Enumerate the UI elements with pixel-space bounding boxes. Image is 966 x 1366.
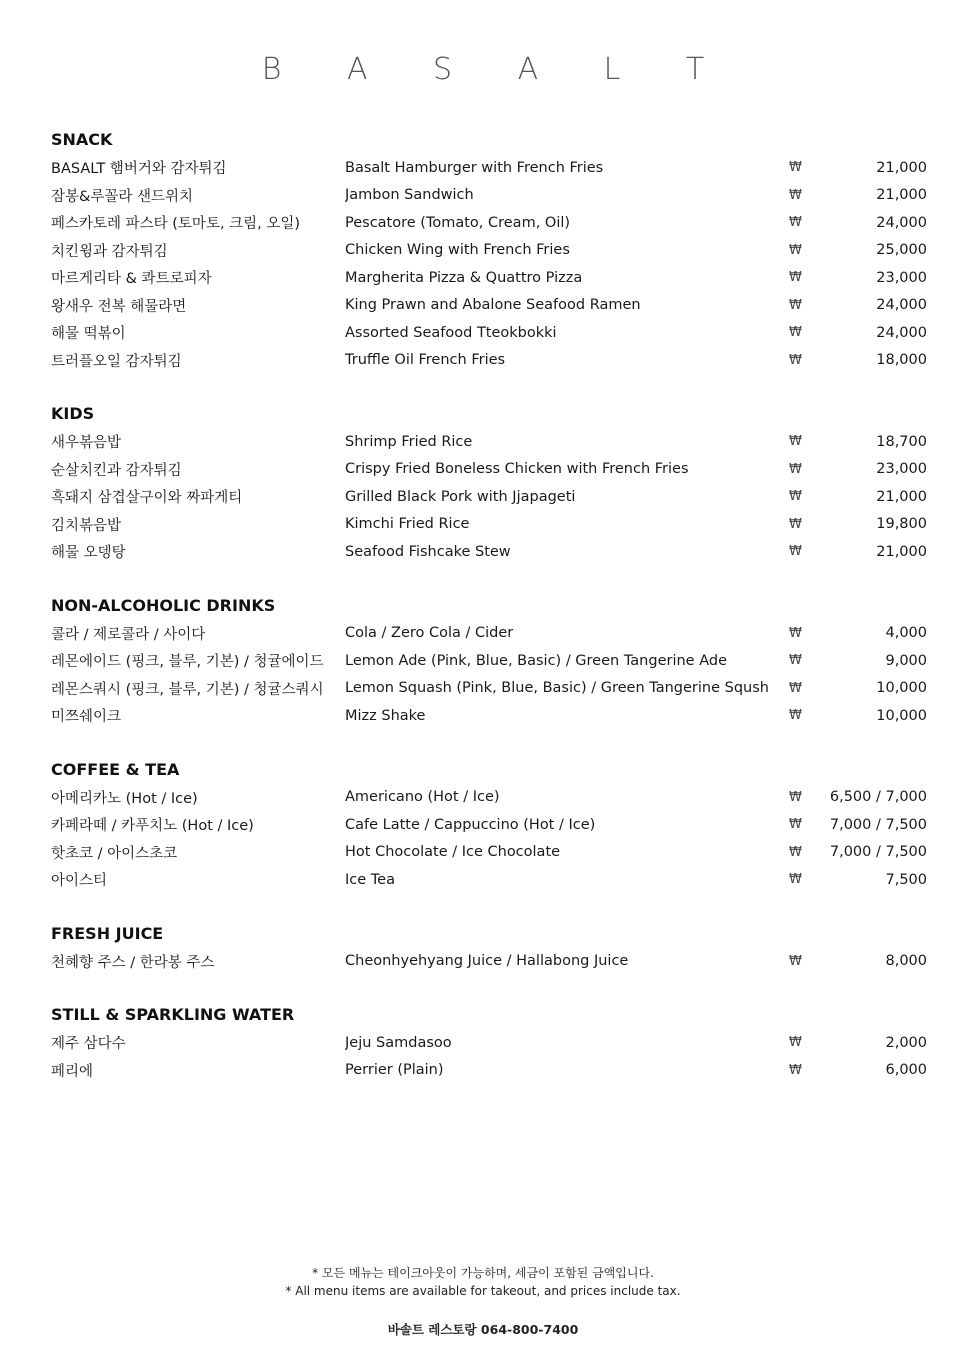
item-name-en: Perrier (Plain) [345,1062,444,1079]
menu-item [51,347,927,375]
item-name-ko: 해물 오뎅탕 [51,545,126,562]
currency-symbol: ₩ [789,352,802,368]
item-name-ko: 아이스티 [51,873,108,890]
item-name-ko: 미쯔쉐이크 [51,709,122,726]
item-name-en: Lemon Ade (Pink, Blue, Basic) / Green Tangerine Ade [345,652,727,669]
item-name-en: Ice Tea [345,871,395,888]
menu-item [51,264,927,292]
item-name-en: Truffle Oil French Fries [345,352,506,369]
currency-symbol: ₩ [789,434,802,450]
menu-item [51,948,927,976]
menu-item [51,209,927,237]
menu-item [51,839,927,867]
brand-logo: B A S A L T [261,52,733,87]
currency-symbol: ₩ [789,242,802,258]
menu-item [51,237,927,265]
item-name-en: Cafe Latte / Cappuccino (Hot / Ice) [345,816,596,833]
menu-item [51,456,927,484]
restaurant-contact: 바솔트 레스토랑 064-800-7400 [387,1322,579,1337]
item-name-ko: 왕새우 전복 해물라면 [51,298,187,315]
item-price: 7,000 / 7,500 [829,844,927,861]
item-name-en: Grilled Black Pork with Jjapageti [345,488,576,505]
menu-item [51,784,927,812]
currency-symbol: ₩ [789,215,802,231]
currency-symbol: ₩ [789,817,802,833]
item-name-en: Jambon Sandwich [345,187,474,204]
item-name-ko: 페스카토레 파스타 (토마토, 크림, 오일) [51,216,301,233]
item-name-ko: 해물 떡볶이 [51,326,126,343]
currency-symbol: ₩ [789,187,802,203]
menu-section [51,126,927,374]
item-price: 19,800 [876,516,927,533]
item-name-en: Chicken Wing with French Fries [345,242,570,259]
currency-symbol: ₩ [789,872,802,888]
section-title: KIDS [51,404,95,423]
menu-item [51,675,927,703]
item-price: 24,000 [876,324,927,341]
item-price: 4,000 [885,625,927,642]
item-name-ko: 아메리카노 (Hot / Ice) [51,790,198,807]
menu-item [51,428,927,456]
currency-symbol: ₩ [789,160,802,176]
menu-item [51,1029,927,1057]
item-name-ko: 트러플오일 감자튀김 [51,353,182,370]
currency-symbol: ₩ [789,789,802,805]
menu-item [51,182,927,210]
menu-section [51,592,927,730]
currency-symbol: ₩ [789,653,802,669]
menu-item [51,292,927,320]
item-price: 6,500 / 7,000 [829,789,927,806]
currency-symbol: ₩ [789,1035,802,1051]
item-name-en: Kimchi Fried Rice [345,516,470,533]
currency-symbol: ₩ [789,489,802,505]
currency-symbol: ₩ [789,625,802,641]
item-price: 23,000 [876,269,927,286]
item-price: 21,000 [876,488,927,505]
menu-item [51,620,927,648]
takeout-note-ko: * 모든 메뉴는 테이크아웃이 가능하며, 세금이 포함된 금액입니다. [312,1266,654,1280]
item-name-en: Assorted Seafood Tteokbokki [345,324,557,341]
item-name-ko: 레몬스쿼시 (핑크, 블루, 기본) / 청귤스쿼시 [51,681,324,698]
item-price: 6,000 [885,1062,927,1079]
item-price: 10,000 [876,680,927,697]
takeout-note-en: * All menu items are available for takeout, and prices include tax. [285,1284,681,1298]
menu-item [51,154,927,182]
currency-symbol: ₩ [789,516,802,532]
currency-symbol: ₩ [789,297,802,313]
menu-section [51,920,927,976]
menu-list [51,126,927,1110]
item-name-en: King Prawn and Abalone Seafood Ramen [345,297,641,314]
item-name-en: Margherita Pizza & Quattro Pizza [345,269,583,286]
item-name-ko: 순살치킨과 감자튀김 [51,462,182,479]
item-name-ko: 페리에 [51,1063,94,1080]
currency-symbol: ₩ [789,844,802,860]
item-name-ko: 핫초코 / 아이스초코 [51,845,178,862]
item-name-ko: 카페라떼 / 카푸치노 (Hot / Ice) [51,818,254,835]
menu-section [51,1001,927,1084]
menu-item [51,647,927,675]
item-name-ko: 마르게리타 & 콰트로피자 [51,271,212,288]
section-title: NON-ALCOHOLIC DRINKS [51,595,276,615]
item-name-en: Americano (Hot / Ice) [345,789,500,806]
menu-item [51,866,927,894]
item-name-ko: BASALT 햄버거와 감자튀김 [51,161,227,178]
currency-symbol: ₩ [789,325,802,341]
item-price: 9,000 [885,652,927,669]
item-price: 10,000 [876,707,927,724]
currency-symbol: ₩ [789,708,802,724]
menu-item [51,1057,927,1085]
menu-item [51,483,927,511]
item-name-en: Hot Chocolate / Ice Chocolate [345,844,561,861]
item-price: 24,000 [876,297,927,314]
item-price: 24,000 [876,214,927,231]
item-name-en: Cheonhyehyang Juice / Hallabong Juice [345,953,629,970]
currency-symbol: ₩ [789,953,802,969]
currency-symbol: ₩ [789,270,802,286]
item-name-ko: 잠봉&루꼴라 샌드위치 [51,188,193,205]
item-name-en: Seafood Fishcake Stew [345,543,511,560]
currency-symbol: ₩ [789,461,802,477]
currency-symbol: ₩ [789,1062,802,1078]
currency-symbol: ₩ [789,544,802,560]
menu-section [51,400,927,566]
item-name-en: Mizz Shake [345,707,426,724]
menu-item [51,702,927,730]
menu-item [51,511,927,539]
item-name-ko: 콜라 / 제로콜라 / 사이다 [51,626,206,643]
menu-item [51,811,927,839]
item-name-ko: 흑돼지 삼겹살구이와 짜파게티 [51,490,243,507]
item-name-ko: 새우볶음밥 [51,435,122,452]
item-name-en: Lemon Squash (Pink, Blue, Basic) / Green Tangerine Sqush [345,680,769,697]
item-name-en: Crispy Fried Boneless Chicken with French Fries [345,461,689,478]
item-price: 18,700 [876,433,927,450]
item-price: 23,000 [876,461,927,478]
item-price: 18,000 [876,352,927,369]
item-name-ko: 김치볶음밥 [51,517,122,534]
item-price: 25,000 [876,242,927,259]
menu-item [51,319,927,347]
item-name-ko: 레몬에이드 (핑크, 블루, 기본) / 청귤에이드 [51,654,324,671]
item-price: 8,000 [885,953,927,970]
item-price: 21,000 [876,543,927,560]
item-name-en: Shrimp Fried Rice [345,433,473,450]
item-name-ko: 치킨윙과 감자튀김 [51,243,168,260]
item-name-ko: 천혜향 주스 / 한라봉 주스 [51,954,215,971]
item-name-ko: 제주 삼다수 [51,1036,126,1053]
currency-symbol: ₩ [789,680,802,696]
item-price: 2,000 [885,1034,927,1051]
item-name-en: Jeju Samdasoo [345,1034,452,1051]
section-title: STILL & SPARKLING WATER [51,1005,295,1024]
menu-section [51,756,927,894]
section-title: SNACK [51,130,113,149]
item-price: 21,000 [876,187,927,204]
item-price: 7,000 / 7,500 [829,816,927,833]
section-title: COFFEE & TEA [51,759,180,779]
item-name-en: Cola / Zero Cola / Cider [345,625,514,642]
item-price: 21,000 [876,159,927,176]
section-title: FRESH JUICE [51,923,164,943]
item-price: 7,500 [885,871,927,888]
menu-item [51,538,927,566]
item-name-en: Basalt Hamburger with French Fries [345,159,604,176]
item-name-en: Pescatore (Tomato, Cream, Oil) [345,214,571,231]
